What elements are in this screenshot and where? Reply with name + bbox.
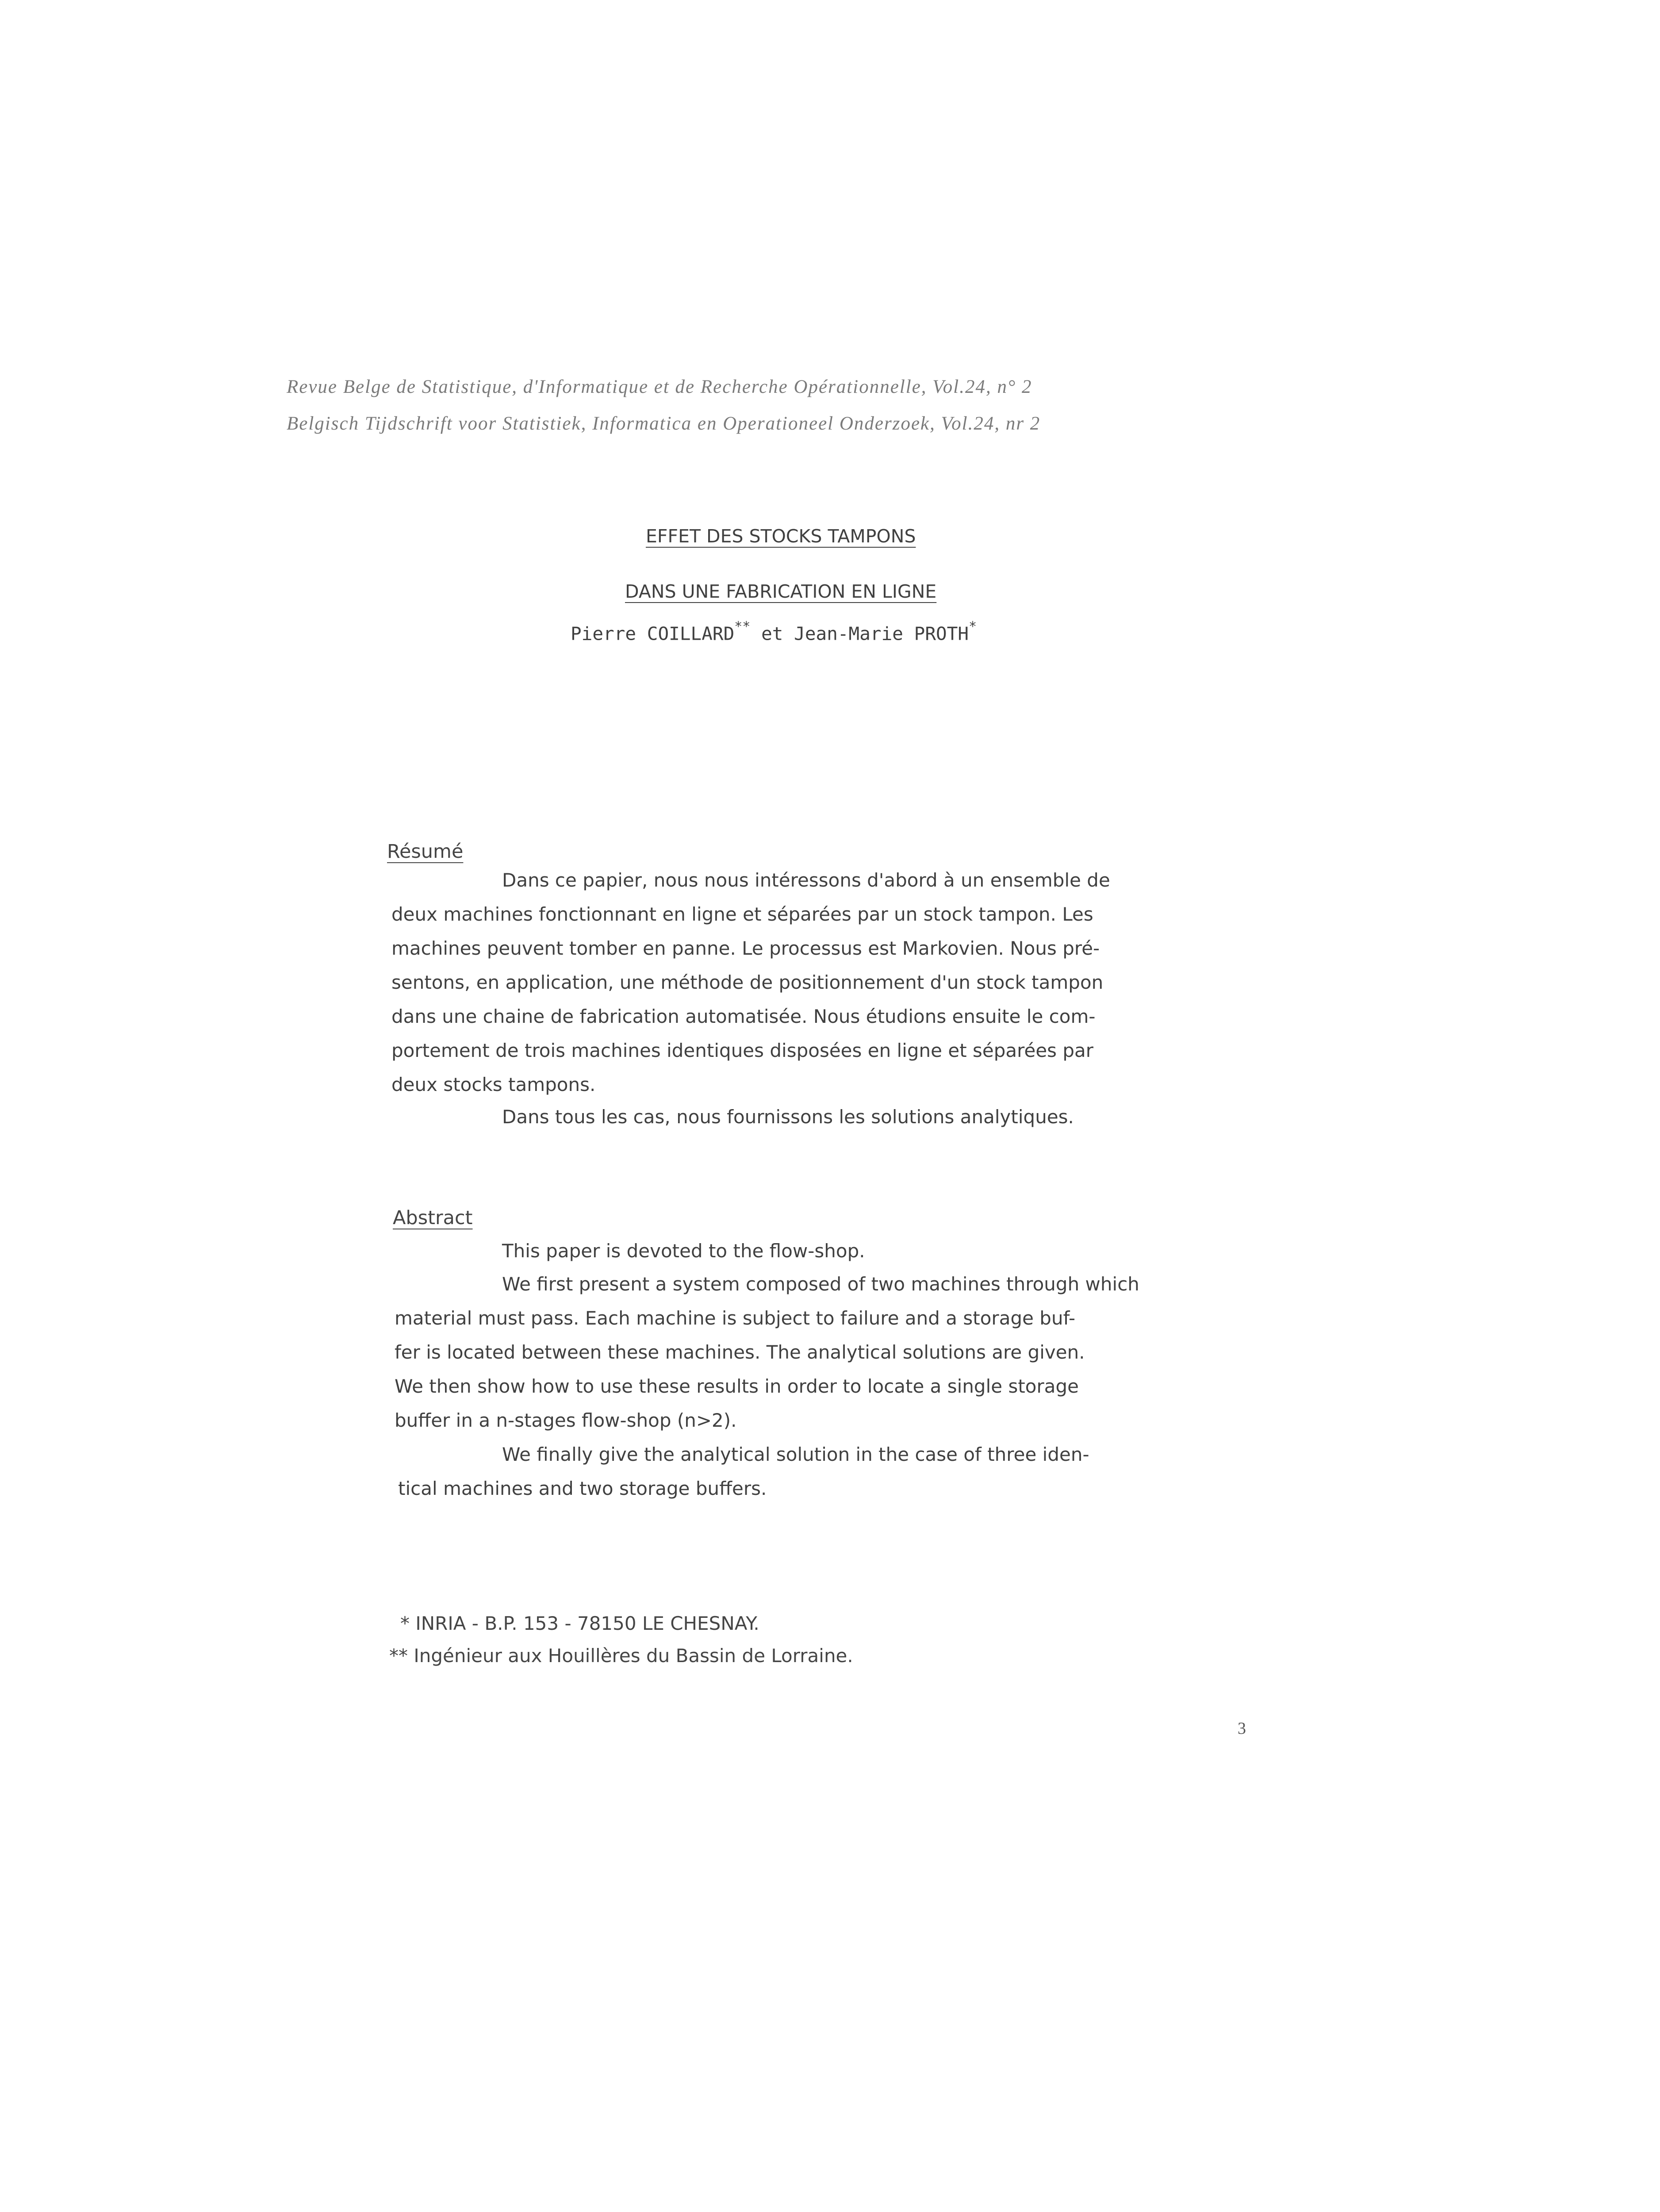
- author-coillard-footnote-mark: **: [734, 619, 751, 634]
- abstract-line: We finally give the analytical solution in the case of three iden-: [502, 1444, 1089, 1465]
- resume-line: dans une chaine de fabrication automatisée. Nous étudions ensuite le com-: [391, 1006, 1096, 1027]
- page-number: 3: [1238, 1719, 1246, 1738]
- resume-line: machines peuvent tomber en panne. Le processus est Markovien. Nous pré-: [391, 937, 1100, 959]
- resume-line: Dans tous les cas, nous fournissons les solutions analytiques.: [502, 1106, 1074, 1128]
- author-proth-footnote-mark: *: [969, 619, 977, 634]
- resume-heading: Résumé: [387, 841, 464, 863]
- journal-line-french: Revue Belge de Statistique, d'Informatique et de Recherche Opérationnelle, Vol.24, n° 2: [287, 376, 1032, 397]
- resume-line: Dans ce papier, nous nous intéressons d'abord à un ensemble de: [502, 869, 1110, 891]
- abstract-line: buffer in a n-stages flow-shop (n>2).: [395, 1409, 737, 1431]
- journal-line-dutch: Belgisch Tijdschrift voor Statistiek, Informatica en Operationeel Onderzoek, Vol.24, nr 2: [287, 413, 1041, 434]
- footnote-inria: * INRIA - B.P. 153 - 78150 LE CHESNAY.: [400, 1613, 759, 1634]
- footnote-houilleres: ** Ingénieur aux Houillères du Bassin de Lorraine.: [389, 1645, 853, 1667]
- abstract-line: fer is located between these machines. The analytical solutions are given.: [395, 1341, 1085, 1363]
- author-coillard: Pierre COILLARD: [571, 623, 735, 645]
- resume-line: deux stocks tampons.: [391, 1074, 596, 1095]
- title-line-1: EFFET DES STOCKS TAMPONS: [646, 526, 916, 547]
- title-line-2: DANS UNE FABRICATION EN LIGNE: [625, 581, 937, 602]
- abstract-line: tical machines and two storage buffers.: [398, 1478, 767, 1499]
- resume-line: deux machines fonctionnant en ligne et séparées par un stock tampon. Les: [391, 903, 1093, 925]
- authors: [571, 619, 977, 645]
- resume-line: portement de trois machines identiques disposées en ligne et séparées par: [391, 1040, 1094, 1061]
- author-proth: Jean-Marie PROTH: [794, 623, 969, 645]
- abstract-line: We first present a system composed of two machines through which: [502, 1273, 1139, 1295]
- abstract-line: material must pass. Each machine is subject to failure and a storage buf-: [395, 1307, 1076, 1329]
- resume-line: sentons, en application, une méthode de positionnement d'un stock tampon: [391, 972, 1104, 993]
- abstract-line: This paper is devoted to the flow-shop.: [502, 1240, 865, 1262]
- author-conjunction: et: [761, 623, 783, 645]
- abstract-heading: Abstract: [393, 1207, 473, 1229]
- abstract-line: We then show how to use these results in order to locate a single storage: [395, 1375, 1079, 1397]
